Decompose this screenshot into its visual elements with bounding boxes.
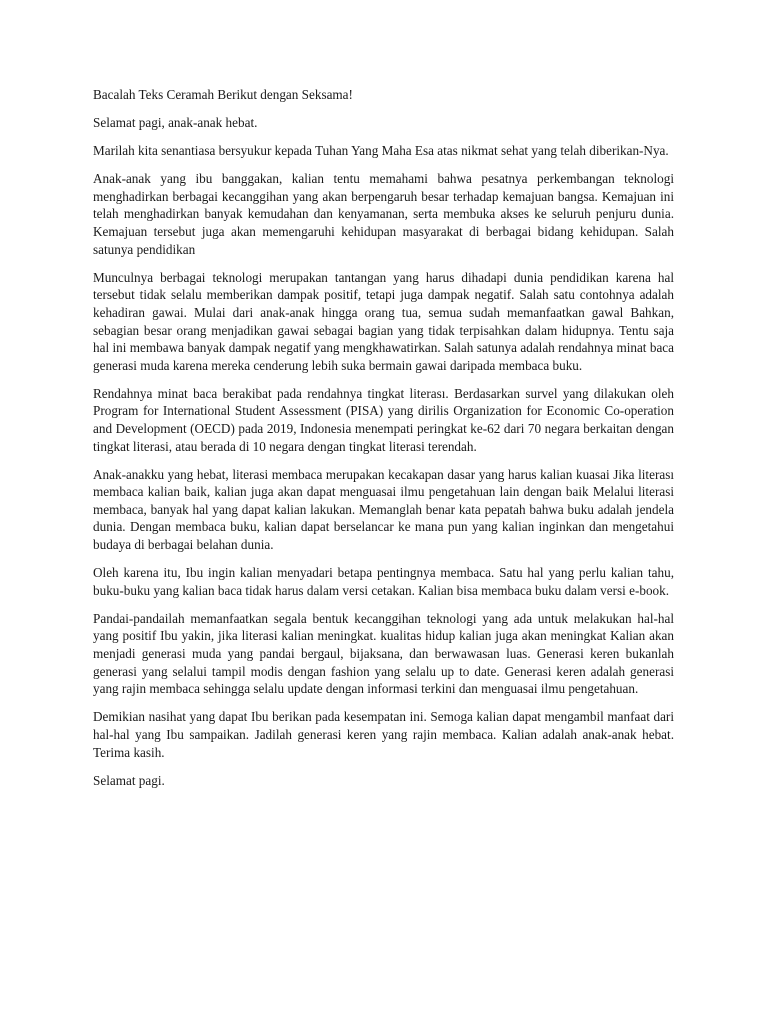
paragraph-cool-generation: Pandai-pandailah memanfaatkan segala bentuk kecanggihan teknologi yang ada untuk melakukan hal-hal yang positif Ibu yakin, jika literasi kalian meningkat. kualitas hidup kalian juga akan meningkat Kalian akan menjadi generasi muda yang pandai bergaul, bijaksana, dan berwawasan luas. Generasi keren bukanlah generasi yang selalui tampil modis dengan fashion yang selalu up to date. Generasi keren adalah generasi yang rajin membaca sehingga selalu update dengan informasi terkini dan menguasai ilmu pengetahuan.	[93, 610, 674, 697]
paragraph-closing: Demikian nasihat yang dapat Ibu berikan pada kesempatan ini. Semoga kalian dapat mengambil manfaat dari hal-hal yang Ibu sampaikan. Jadilah generasi keren yang rajin membaca. Kalian adalah anak-anak hebat. Terima kasih.	[93, 709, 674, 760]
document-page	[93, 86, 674, 800]
document-heading: Bacalah Teks Ceramah Berikut dengan Seksama!	[93, 87, 353, 102]
paragraph-gadget-impact: Munculnya berbagai teknologi merupakan tantangan yang harus dihadapi dunia pendidikan karena hal tersebut tidak selalu memberikan dampak positif, tetapi juga dampak negatif. Salah satu contohnya adalah kehadiran gawai. Mulai dari anak-anak hingga orang tua, semua sudah memanfaatkan gawal Bahkan, sebagian besar orang menjadikan gawai sebagai bagian yang tidak terpisahkan dalam hidupnya. Tentu saja hal ini membawa banyak dampak negatif yang mengkhawatirkan. Salah satunya adalah rendahnya minat baca generasi muda karena mereka cenderung lebih suka bermain gawai daripada membaca buku.	[93, 269, 674, 373]
paragraph-greeting: Selamat pagi, anak-anak hebat.	[93, 115, 258, 131]
paragraph-gratitude: Marilah kita senantiasa bersyukur kepada Tuhan Yang Maha Esa atas nikmat sehat yang telah diberikan-Nya.	[93, 143, 669, 159]
paragraph-technology: Anak-anak yang ibu banggakan, kalian tentu memahami bahwa pesatnya perkembangan teknologi menghadirkan berbagai kecanggihan yang akan berpengaruh besar terhadap kemajuan bangsa. Kemajuan ini telah menghadirkan banyak kemudahan dan kenyamanan, serta membuka akses ke seluruh penjuru dunia. Kemajuan tersebut juga akan memengaruhi kehidupan masyarakat di berbagai bidang kehidupan. Salah satunya pendidikan	[93, 171, 674, 257]
paragraph-reading-literacy: Anak-anakku yang hebat, literasi membaca merupakan kecakapan dasar yang harus kalian kuasai Jika literası membaca kalian baik, kalian juga akan dapat menguasai ilmu pengetahuan lain dengan baik Melalui literasi membaca, banyak hal yang dapat kalian lakukan. Memanglah benar kata pepatah bahwa buku adalah jendela dunia. Dengan membaca buku, kalian dapat berselancar ke mana pun yang kalian inginkan dan mengetahui budaya di berbagai belahan dunia.	[93, 466, 674, 553]
paragraph-farewell: Selamat pagi.	[93, 772, 165, 788]
paragraph-ebook: Oleh karena itu, Ibu ingin kalian menyadari betapa pentingnya membaca. Satu hal yang perlu kalian tahu, buku-buku yang kalian baca tidak harus dalam versi cetakan. Kalian bisa membaca buku dalam versi e-book.	[93, 565, 674, 598]
paragraph-literacy-survey: Rendahnya minat baca berakibat pada rendahnya tingkat literası. Berdasarkan survel yang dilakukan oleh Program for International Student Assessment (PISA) yang dirilis Organization for Economic Co-operation and Development (OECD) pada 2019, Indonesia menempati peringkat ke-62 dari 70 negara berkaitan dengan tingkat literasi, atau berada di 10 negara dengan tingkat literasi terendah.	[93, 385, 674, 454]
